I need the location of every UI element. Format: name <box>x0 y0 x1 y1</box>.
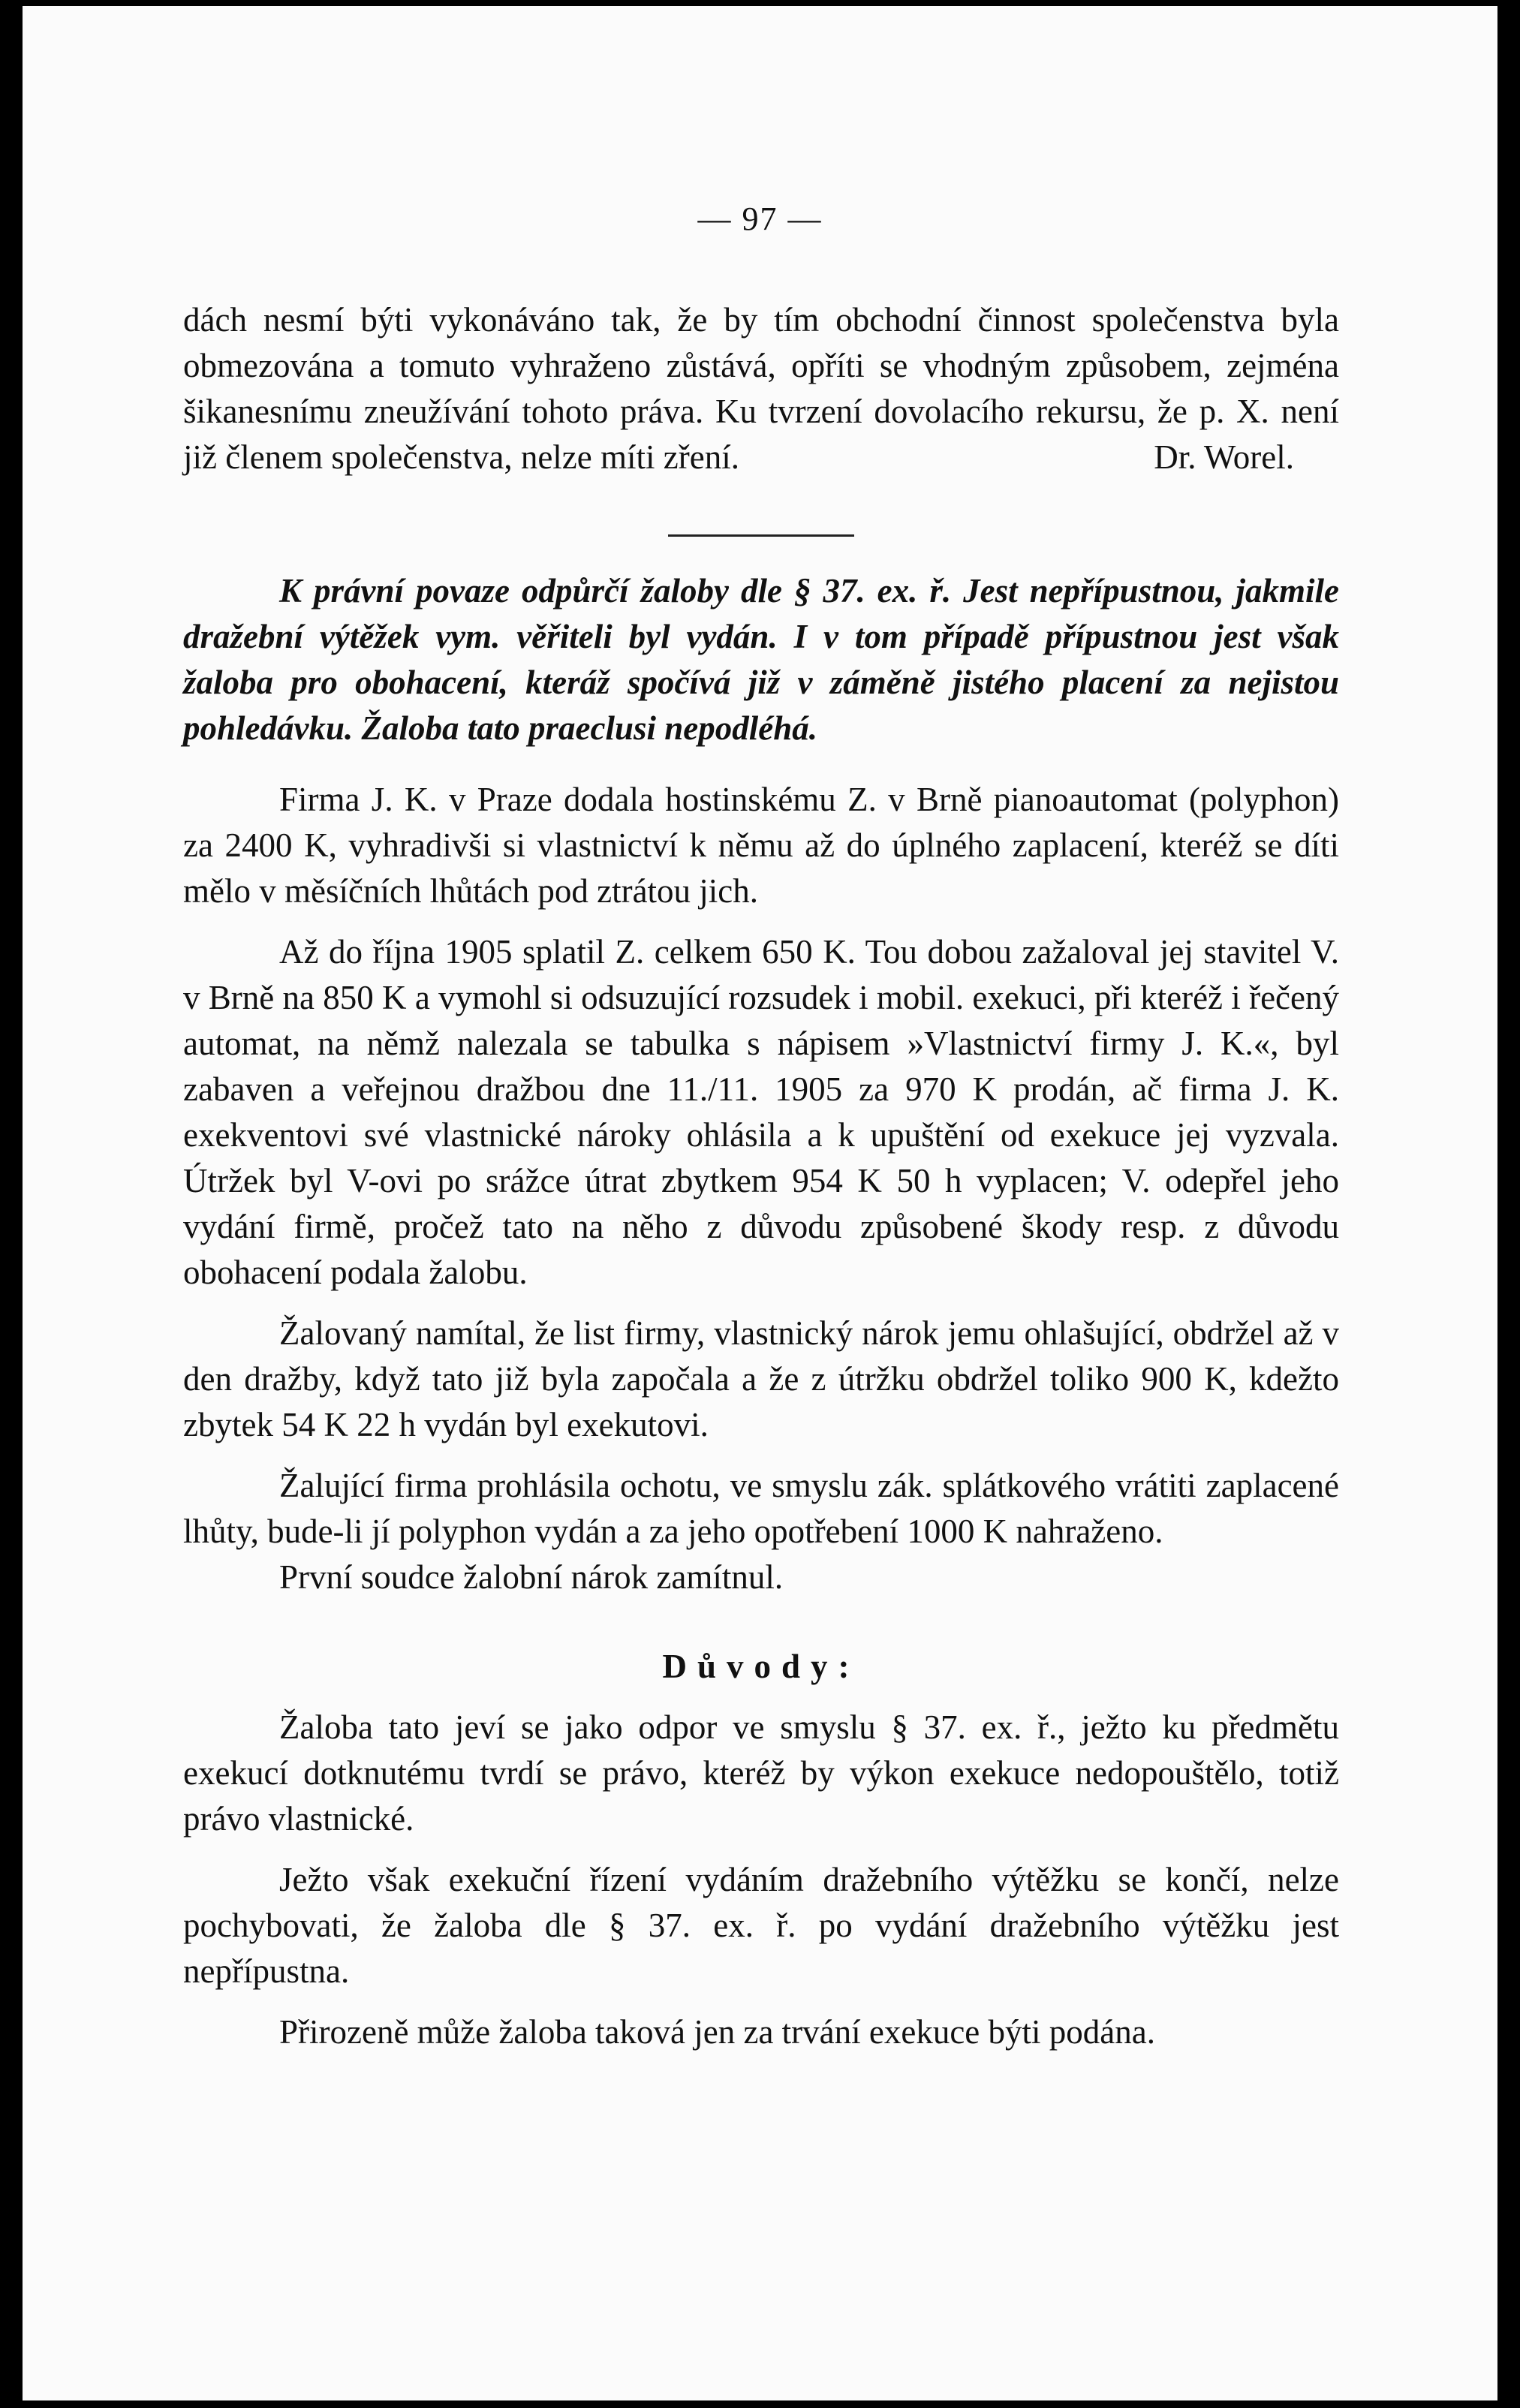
page-number: — 97 — <box>697 200 823 237</box>
page-sheet <box>23 6 1497 2400</box>
section-divider <box>668 534 854 537</box>
section-heading: Důvody: <box>662 1648 860 1685</box>
body-paragraph: Žalovaný namítal, že list firmy, vlastnický nárok jemu ohlašující, obdržel až v den dražby, když tato již byla započala a že z útržku obdržel toliko 900 K, kdežto zbytek 54 K 22 h vydán byl exekutovi. <box>183 1314 1339 1443</box>
body-paragraph: Firma J. K. v Praze dodala hostinskému Z. v Brně pianoautomat (polyphon) za 2400 K, vyhradivši si vlastnictví k němu až do úplného zaplacení, kteréž se díti mělo v měsíčních lhůtách pod ztrátou jich. <box>183 781 1339 910</box>
page-text <box>183 297 1339 2055</box>
reason-paragraph: Přirozeně může žaloba taková jen za trvání exekuce býti podána. <box>279 2013 1155 2051</box>
continued-paragraph: dách nesmí býti vykonáváno tak, že by tím obchodní činnost společenstva byla obmezována a tomuto vyhraženo zůstává, opříti se vhodným způsobem, zejména šikanesnímu zneužívání tohoto práva. Ku tvrzení dovolacího rekursu, že p. X. není již členem společenstva, nelze míti zření. <box>183 301 1339 476</box>
body-paragraph: Až do října 1905 splatil Z. celkem 650 K. Tou dobou zažaloval jej stavitel V. v Brně na 850 K a vymohl si odsuzující rozsudek i mobil. exekuci, při kteréž i řečený automat, na němž nalezala se tabulka s nápisem »Vlastnictví firmy J. K.«, byl zabaven a veřejnou dražbou dne 11./11. 1905 za 970 K prodán, ač firma J. K. exekventovi své vlastnické nároky ohlásila a k upuštění od exekuce jej vyzvala. Útržek byl V-ovi po srážce útrat zbytkem 954 K 50 h vyplacen; V. odepřel jeho vydání firmě, pročež tato na něho z důvodu způsobené škody resp. z důvodu obohacení podala žalobu. <box>183 933 1339 1291</box>
reason-paragraph: Ježto však exekuční řízení vydáním dražebního výtěžku se končí, nelze pochybovati, že žaloba dle § 37. ex. ř. po vydání dražebního výtěžku jest nepřípustna. <box>183 1861 1339 1990</box>
reason-paragraph: Žaloba tato jeví se jako odpor ve smyslu § 37. ex. ř., ježto ku předmětu exekucí dotknutému tvrdí se právo, kteréž by výkon exekuce nedopouštělo, totiž právo vlastnické. <box>183 1708 1339 1838</box>
headnote: K právní povaze odpůrčí žaloby dle § 37. ex. ř. Jest nepřípustnou, jakmile dražební výtěžek vym. věřiteli byl vydán. I v tom případě přípustnou jest však žaloba pro obohacení, kteráž spočívá již v záměně jistého placení za nejistou pohledávku. Žaloba tato praeclusi nepodléhá. <box>183 572 1339 747</box>
signature: Dr. Worel. <box>1154 438 1294 476</box>
body-paragraph: První soudce žalobní nárok zamítnul. <box>279 1558 784 1596</box>
body-paragraph: Žalující firma prohlásila ochotu, ve smyslu zák. splátkového vrátiti zaplacené lhůty, bude-li jí polyphon vydán a za jeho opotřebení 1000 K nahraženo. <box>183 1467 1339 1550</box>
